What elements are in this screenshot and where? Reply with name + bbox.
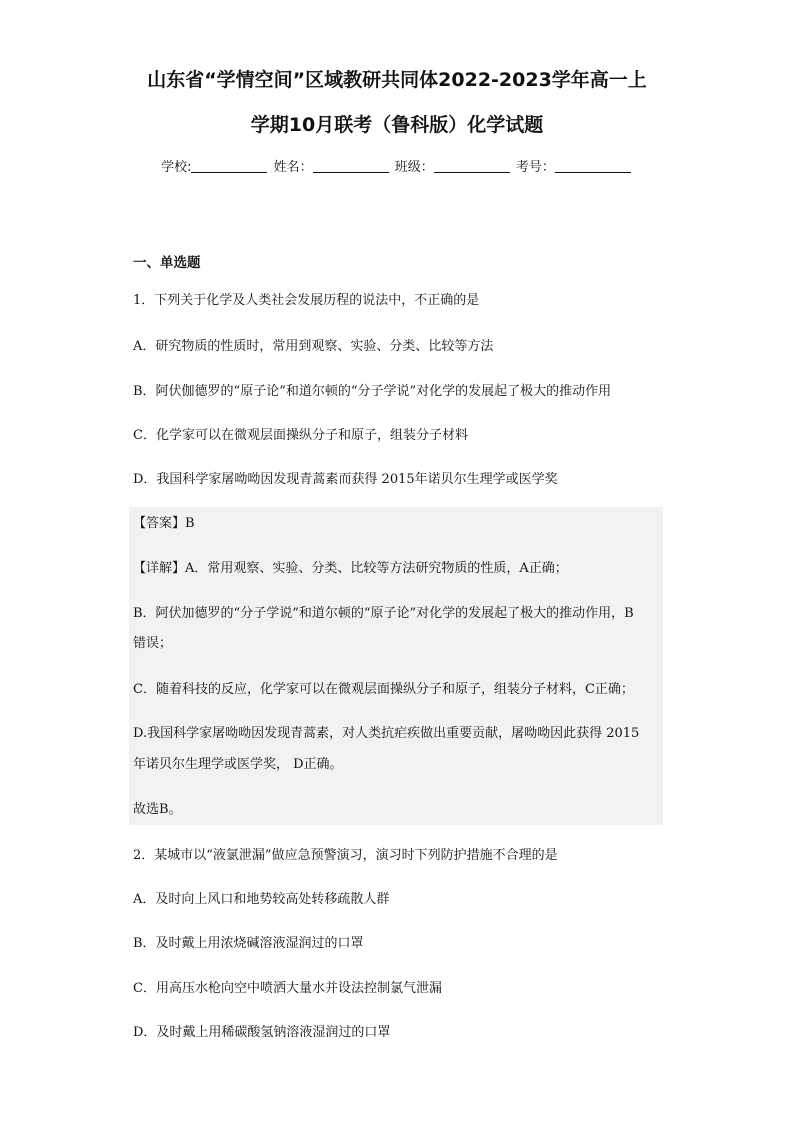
question-1-option-c: C．化学家可以在微观层面操纵分子和原子，组装分子材料 — [133, 428, 468, 443]
exam-number-blank[interactable] — [555, 158, 631, 173]
question-2-stem: 2．某城市以“液氯泄漏”做应急预警演习，演习时下列防护措施不合理的是 — [133, 848, 558, 863]
question-1-detail-line: 故选B。 — [133, 802, 182, 817]
question-2-option-d: D．及时戴上用稀碳酸氢钠溶液湿润过的口罩 — [133, 1025, 391, 1040]
class-blank[interactable] — [434, 158, 510, 173]
answer-explanation-box — [129, 507, 663, 825]
name-label: 姓名： — [273, 160, 313, 175]
document-title-line-2: 学期10月联考（鲁科版）化学试题 — [250, 114, 544, 136]
section-title: 一、单选题 — [133, 255, 201, 271]
student-info-line — [0, 158, 794, 178]
question-1-detail-line: C．随着科技的反应，化学家可以在微观层面操纵分子和原子，组装分子材料，C正确； — [133, 682, 634, 697]
name-blank[interactable] — [313, 158, 389, 173]
question-1-stem: 1．下列关于化学及人类社会发展历程的说法中，不正确的是 — [133, 293, 480, 308]
question-1-detail-line: B．阿伏加德罗的“分子学说”和道尔顿的“原子论”对化学的发展起了极大的推动作用，B — [133, 606, 634, 621]
school-label: 学校: — [161, 160, 192, 175]
question-2-option-c: C．用高压水枪向空中喷洒大量水并设法控制氯气泄漏 — [133, 981, 442, 996]
class-label: 班级： — [394, 160, 434, 175]
question-1-option-d: D．我国科学家屠呦呦因发现青蒿素而获得 2015年诺贝尔生理学或医学奖 — [133, 472, 558, 487]
question-1-answer: 【答案】B — [133, 516, 195, 531]
question-1-detail-line: D.我国科学家屠呦呦因发现青蒿素，对人类抗疟疾做出重要贡献，屠呦呦因此获得 2015 — [133, 726, 640, 741]
question-1-detail-line: 错误； — [133, 636, 173, 651]
school-blank[interactable] — [191, 158, 267, 173]
question-1-detail-line: 年诺贝尔生理学或医学奖， D正确。 — [133, 757, 343, 772]
question-1-detail-line: 【详解】A．常用观察、实验、分类、比较等方法研究物质的性质，A正确； — [133, 561, 568, 576]
question-1-option-a: A．研究物质的性质时，常用到观察、实验、分类、比较等方法 — [133, 339, 494, 354]
exam-number-label: 考号： — [515, 160, 555, 175]
question-2-option-b: B．及时戴上用浓烧碱溶液湿润过的口罩 — [133, 936, 364, 951]
question-1-option-b: B．阿伏伽德罗的“原子论”和道尔顿的“分子学说”对化学的发展起了极大的推动作用 — [133, 384, 612, 399]
question-2-option-a: A．及时向上风口和地势较高处转移疏散人群 — [133, 892, 390, 907]
document-title-line-1: 山东省“学情空间”区域教研共同体2022-2023学年高一上 — [147, 69, 647, 91]
